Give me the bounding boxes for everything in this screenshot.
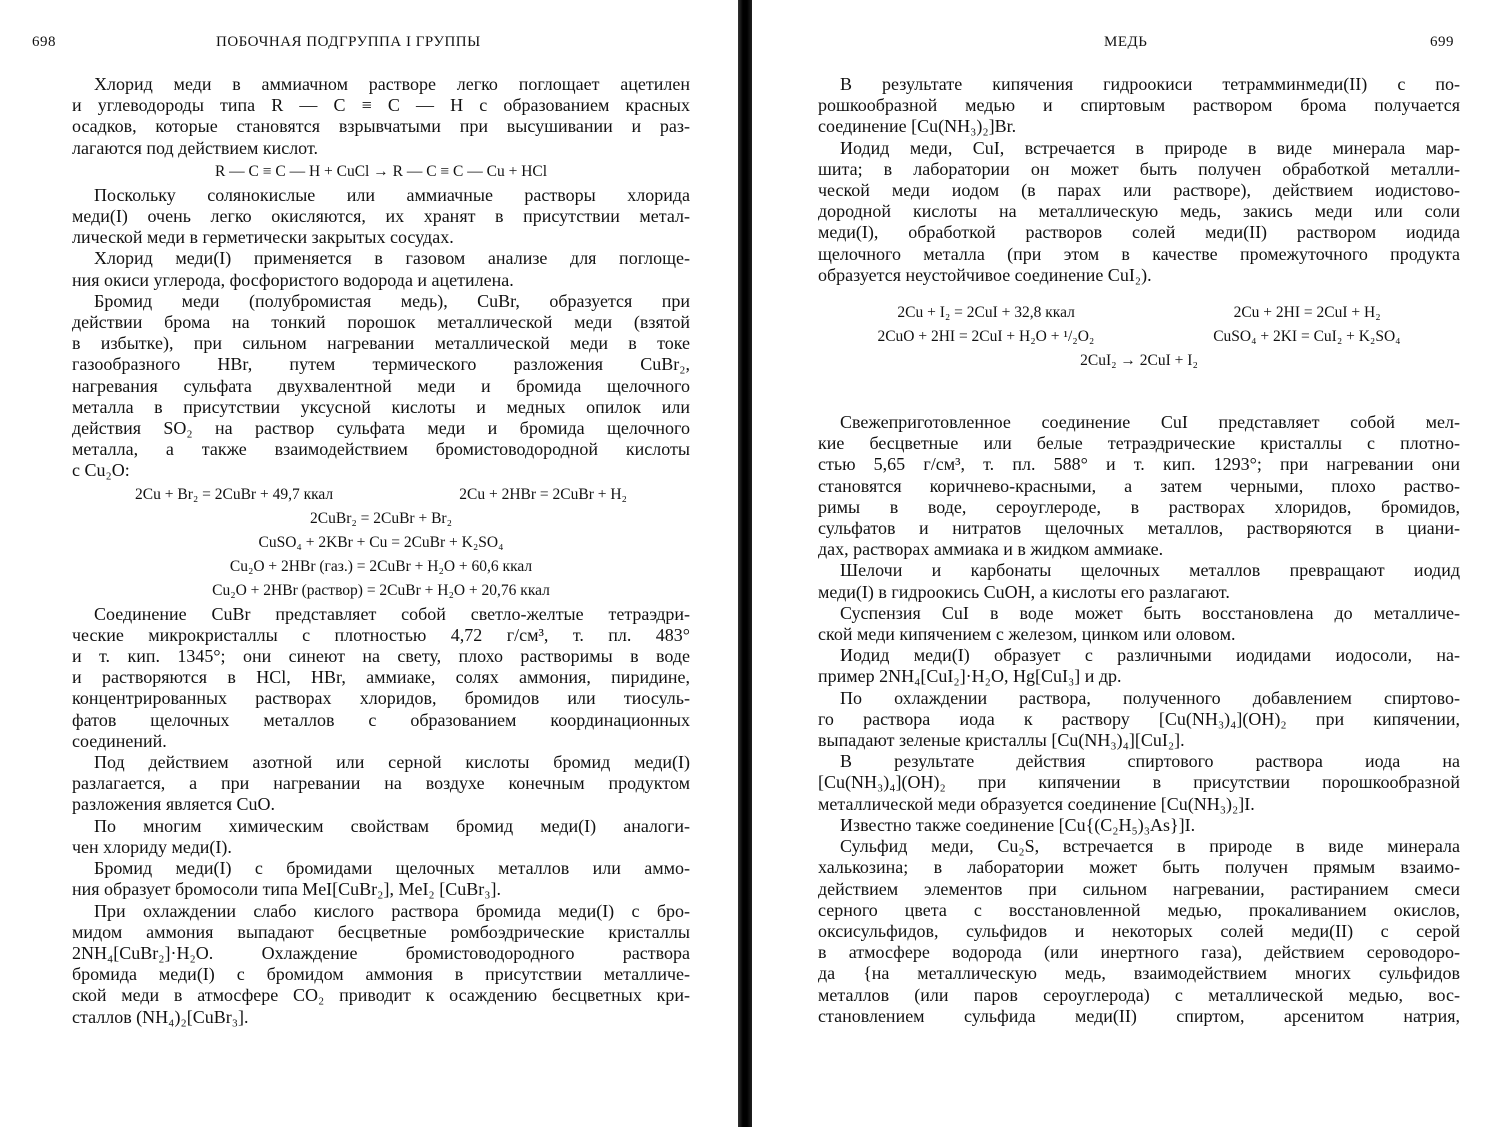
equation: 2CuBr₂ = 2CuBr + Br₂ [310, 509, 452, 527]
text-line: металла в присутствии уксусной кислоты и медных опилок или [72, 396, 690, 417]
text-line: действием элементов при сильном нагревании, растиранием смеси [818, 878, 1460, 899]
text-line: Под действием азотной или серной кислоты бромид меди(I) [94, 752, 690, 773]
text-line: концентрированных растворах хлоридов, бромидов или тиосуль- [72, 688, 690, 709]
equation: CuSO₄ + 2KBr + Cu = 2CuBr + K₂SO₄ [258, 533, 504, 551]
text-line: действии брома на тонкий порошок металлической меди (взятой [72, 312, 690, 333]
text-line: с Cu₂O: [72, 460, 130, 481]
text-column [818, 74, 1460, 1027]
text-line: ния окиси углерода, фосфористого водорода и ацетилена. [72, 269, 514, 290]
text-line: чен хлориду меди(I). [72, 836, 232, 857]
text-line: ской меди кипячением с железом, цинком или оловом. [818, 624, 1236, 645]
text-line: лагаются под действием кислот. [72, 137, 318, 158]
text-line: меди(I) очень легко окисляются, их хранят в присутствии метал- [72, 206, 690, 227]
text-line: становлением сульфида меди(II) спиртом, арсенитом натрия, [818, 1005, 1460, 1026]
text-line: ской меди в атмосфере CO₂ приводит к осаждению бесцветных кри- [72, 985, 690, 1006]
text-line: халькозина; в лаборатории может быть получен прямым взаимо- [818, 857, 1460, 878]
page-number: 698 [32, 34, 56, 50]
equation-row [818, 326, 1460, 348]
text-line: в атмосфере водорода (или инертного газа), действием сероводоро- [818, 942, 1460, 963]
text-line: Бромид меди(I) с бромидами щелочных металлов или аммо- [94, 858, 690, 879]
text-line: го раствора иода к раствору [Cu(NH₃)₄](OH)₂ при кипячении, [818, 708, 1460, 729]
text-line: сульфатов и нитратов щелочных металлов, растворяются в циани- [818, 518, 1460, 539]
text-line: металла, а также взаимодействием бромистоводородной кислоты [72, 439, 690, 460]
text-line: лической меди в герметически закрытых сосудах. [72, 227, 454, 248]
text-line: Суспензия CuI в воде может быть восстановлена до металличе- [840, 602, 1460, 623]
text-line: в избытке), при сильном нагревании металлической меди в токе [72, 333, 690, 354]
text-line: При охлаждении слабо кислого раствора бромида меди(I) с бро- [94, 900, 690, 921]
equation-row [818, 302, 1460, 324]
text-line: Хлорид меди в аммиачном растворе легко поглощает ацетилен [94, 74, 690, 94]
text-line: В результате кипячения гидроокиси тетрамминмеди(II) с по- [840, 74, 1460, 94]
book-gutter [738, 0, 752, 1127]
equation: R — C ≡ C — H + CuCl → R — C ≡ C — Cu + HCl [214, 162, 548, 180]
text-line: 2NH₄[CuBr₂]·H₂O. Охлаждение бромистоводородного раствора [72, 942, 690, 963]
text-line: разложения является CuO. [72, 794, 276, 815]
text-line: Иодид меди(I) образует с различными иодидами иодосоли, на- [840, 645, 1460, 666]
text-line: Шелочи и карбонаты щелочных металлов превращают иодид [840, 560, 1460, 581]
text-line: [Cu(NH₃)₄](OH)₂ при кипячении в присутствии порошкообразной [818, 772, 1460, 793]
equation: 2CuO + 2HI = 2CuI + H₂O + ¹/₂O₂ [877, 328, 1095, 346]
text-line: нагревания сульфата двухвалентной меди и бромида щелочного [72, 375, 690, 396]
running-title: ПОБОЧНАЯ ПОДГРУППА I ГРУППЫ [216, 34, 481, 50]
text-line: щелочного металла (при этом в качестве промежуточного продукта [818, 243, 1460, 264]
running-head [752, 34, 1504, 56]
text-line: сталлов (NH₄)₂[CuBr₃]. [72, 1006, 249, 1027]
text-line: металлической меди образуется соединение [Cu(NH₃)₂]I. [818, 793, 1255, 814]
text-line: Сульфид меди, Cu₂S, встречается в природе в виде минерала [840, 836, 1460, 857]
text-line: Бромид меди (полубромистая медь), CuBr, образуется при [94, 290, 690, 311]
page-number: 699 [1430, 34, 1454, 50]
text-line: ческие микрокристаллы с плотностью 4,72 г/см³, т. пл. 483° [72, 624, 690, 645]
text-line: бромида меди(I) с бромидом аммония в присутствии металличе- [72, 964, 690, 985]
text-line: меди(I), обработкой растворов солей меди(II) раствором иодида [818, 222, 1460, 243]
text-line: соединений. [72, 730, 167, 751]
text-line: действия SO₂ на раствор сульфата меди и бромида щелочного [72, 418, 690, 439]
text-line: Свежеприготовленное соединение CuI представляет собой мел- [840, 412, 1460, 433]
text-line: По охлаждении раствора, полученного добавлением спиртово- [840, 687, 1460, 708]
text-line: Поскольку солянокислые или аммиачные растворы хлорида [94, 184, 690, 205]
text-line: дородной кислоты на металлическую медь, закись меди или соли [818, 201, 1460, 222]
left-page [0, 0, 738, 1127]
text-line: пример 2NH₄[CuI₂]·H₂O, Hg[CuI₃] и др. [818, 666, 1122, 687]
text-column [72, 74, 690, 1028]
text-line: меди(I) в гидроокись CuOH, а кислоты его разлагают. [818, 581, 1230, 602]
text-line: шита; в лаборатории он может быть получен обработкой металли- [818, 158, 1460, 179]
running-head [0, 34, 738, 56]
text-line: металлов (или паров сероуглерода) с металлической медью, вос- [818, 984, 1460, 1005]
text-line: дах, растворах аммиака и в жидком аммиаке. [818, 539, 1164, 560]
text-line: образуется неустойчивое соединение CuI₂). [818, 264, 1152, 285]
equation: 2Cu + I₂ = 2CuI + 32,8 ккал [897, 304, 1075, 322]
right-page [752, 0, 1504, 1127]
text-line: кие бесцветные или белые тетраэдрические кристаллы с плотно- [818, 433, 1460, 454]
text-line: Хлорид меди(I) применяется в газовом анализе для поглоще- [94, 248, 690, 269]
text-line: Иодид меди, CuI, встречается в природе в виде минерала мар- [840, 137, 1460, 158]
text-line: становятся коричнево-красными, а затем черными, плохо раство- [818, 475, 1460, 496]
equation: Cu₂O + 2HBr (раствор) = 2CuBr + H₂O + 20,76 ккал [212, 581, 550, 599]
text-line: и т. кип. 1345°; они синеют на свету, плохо растворимы в воде [72, 646, 690, 667]
text-line: и углеводороды типа R — C ≡ C — H с образованием красных [72, 95, 690, 116]
equation: 2Cu + Br₂ = 2CuBr + 49,7 ккал [135, 485, 334, 503]
text-line: Известно также соединение [Cu{(C₂H₅)₃As}]I. [840, 814, 1196, 835]
text-line: серного цвета с восстановленной медью, прокаливанием окислов, [818, 899, 1460, 920]
text-line: По многим химическим свойствам бромид меди(I) аналоги- [94, 815, 690, 836]
text-line: стью 5,65 г/см³, т. пл. 588° и т. кип. 1293°; при нагревании они [818, 454, 1460, 475]
text-line: разлагается, а при нагревании на воздухе конечным продуктом [72, 773, 690, 794]
text-line: осадков, которые становятся взрывчатыми при высушивании и раз- [72, 116, 690, 137]
equation: Cu₂O + 2HBr (газ.) = 2CuBr + H₂O + 60,6 ккал [229, 557, 533, 575]
text-line: выпадают зеленые кристаллы [Cu(NH₃)₄][CuI₂]. [818, 730, 1185, 751]
text-line: ния образует бромосоли типа MeI[CuBr₂], MeI₂ [CuBr₃]. [72, 879, 501, 900]
equation: CuSO₄ + 2KI = CuI₂ + K₂SO₄ [1213, 328, 1401, 346]
text-line: оксисульфидов, сульфидов и некоторых солей меди(II) с серой [818, 920, 1460, 941]
text-line: соединение [Cu(NH₃)₂]Br. [818, 116, 1017, 137]
text-line: газообразного HBr, путем термического разложения CuBr₂, [72, 354, 690, 375]
text-line: мидом аммония выпадают бесцветные ромбоэдрические кристаллы [72, 921, 690, 942]
equation: 2CuI₂ → 2CuI + I₂ [1080, 352, 1198, 370]
text-line: и растворяются в HCl, HBr, аммиаке, солях аммония, пиридине, [72, 667, 690, 688]
text-line: рошкообразной медью и спиртовым раствором брома получается [818, 95, 1460, 116]
equation-row [72, 484, 690, 506]
text-line: фатов щелочных металлов с образованием координационных [72, 709, 690, 730]
text-line: Соединение CuBr представляет собой светло-желтые тетраэдри- [94, 603, 690, 624]
text-line: В результате действия спиртового раствора иода на [840, 751, 1460, 772]
equation: 2Cu + 2HBr = 2CuBr + H₂ [459, 485, 627, 503]
running-title: МЕДЬ [1104, 34, 1148, 50]
equation: 2Cu + 2HI = 2CuI + H₂ [1233, 304, 1381, 322]
text-line: римы в воде, сероуглероде, в растворах хлоридов, бромидов, [818, 496, 1460, 517]
text-line: да {на металлическую медь, взаимодействием многих сульфидов [818, 963, 1460, 984]
text-line: ческой меди иодом (в парах или растворе), действием иодистово- [818, 180, 1460, 201]
